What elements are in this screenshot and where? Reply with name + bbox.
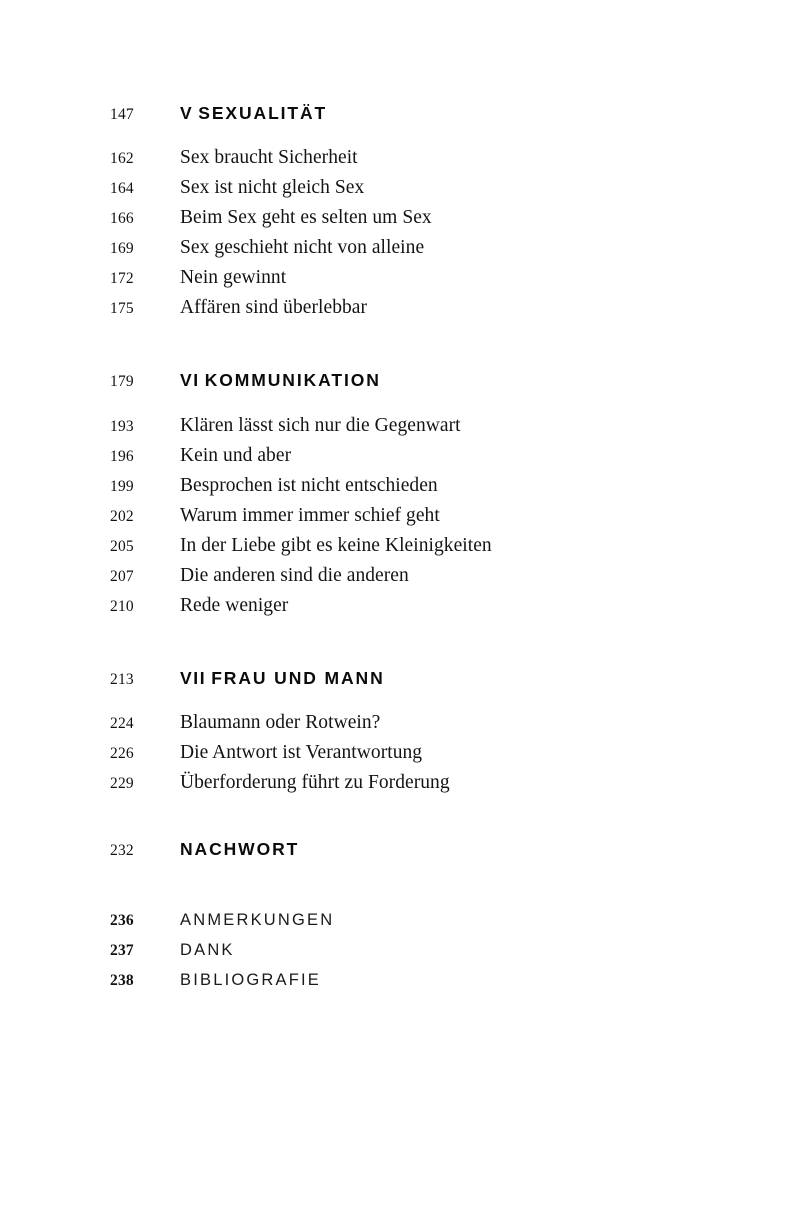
back-matter-list: [110, 905, 670, 995]
afterword-section: [110, 840, 670, 859]
entry-title: Sex ist nicht gleich Sex: [180, 177, 365, 199]
entry-title: Blaumann oder Rotwein?: [180, 711, 381, 733]
section-entries: [110, 143, 670, 323]
list-item[interactable]: [110, 905, 670, 935]
section-heading-row[interactable]: [110, 104, 670, 123]
back-matter-page-number: 236: [110, 912, 134, 929]
list-item[interactable]: [110, 203, 670, 233]
section-roman-numeral: VI: [180, 370, 200, 391]
back-matter-title: ANMERKUNGEN: [180, 911, 335, 929]
entry-page-number: 169: [110, 240, 134, 258]
entry-title: Sex geschieht nicht von alleine: [180, 237, 425, 259]
list-item[interactable]: [110, 738, 670, 768]
table-of-contents: [110, 104, 670, 995]
entry-title: In der Liebe gibt es keine Kleinigkeiten: [180, 534, 492, 556]
toc-section: [110, 104, 670, 323]
entry-page-number: 164: [110, 180, 134, 198]
back-matter-spacer: [110, 859, 670, 905]
list-item[interactable]: [110, 263, 670, 293]
entry-title: Warum immer immer schief geht: [180, 504, 440, 526]
section-heading-label: [180, 669, 670, 688]
section-page-number: 213: [110, 670, 134, 688]
entry-title: Die Antwort ist Verantwortung: [180, 741, 423, 763]
section-heading-label: [180, 371, 670, 390]
section-entries: [110, 411, 670, 621]
entry-page-number: 207: [110, 567, 134, 585]
afterword-heading-row[interactable]: [110, 840, 670, 859]
section-title: FRAU UND MANN: [211, 667, 385, 688]
entry-page-number: 175: [110, 300, 134, 318]
entry-title: Affären sind überlebbar: [180, 297, 368, 319]
entry-title: Rede weniger: [180, 594, 289, 616]
list-item[interactable]: [110, 441, 670, 471]
afterword-spacer: [110, 798, 670, 840]
section-title: KOMMUNIKATION: [204, 370, 381, 391]
entry-page-number: 196: [110, 447, 134, 465]
entry-title: Überforderung führt zu Forderung: [180, 771, 450, 793]
section-heading-label: [180, 104, 670, 123]
entry-title: Besprochen ist nicht entschieden: [180, 474, 438, 496]
section-spacer: [110, 323, 670, 371]
entry-title: Die anderen sind die anderen: [180, 564, 409, 586]
back-matter-page-number: 237: [110, 942, 134, 959]
section-title: SEXUALITÄT: [198, 103, 328, 123]
entry-page-number: 199: [110, 477, 134, 495]
list-item[interactable]: [110, 935, 670, 965]
section-heading-row[interactable]: [110, 669, 670, 688]
list-item[interactable]: [110, 173, 670, 203]
section-page-number: 179: [110, 373, 134, 391]
section-roman-numeral: VII: [180, 667, 207, 688]
back-matter-title: BIBLIOGRAFIE: [180, 971, 322, 989]
entry-page-number: 162: [110, 150, 134, 168]
list-item[interactable]: [110, 233, 670, 263]
list-item[interactable]: [110, 501, 670, 531]
entry-title: Beim Sex geht es selten um Sex: [180, 207, 432, 229]
list-item[interactable]: [110, 708, 670, 738]
section-page-number: 147: [110, 106, 134, 123]
section-heading-row[interactable]: [110, 371, 670, 390]
entry-title: Sex braucht Sicherheit: [180, 147, 358, 169]
list-item[interactable]: [110, 591, 670, 621]
afterword-page-number: 232: [110, 841, 134, 859]
list-item[interactable]: [110, 965, 670, 995]
afterword-heading-label: [180, 840, 670, 859]
entry-page-number: 172: [110, 270, 134, 288]
list-item[interactable]: [110, 411, 670, 441]
entry-title: Klären lässt sich nur die Gegenwart: [180, 414, 461, 436]
entry-title: Kein und aber: [180, 444, 292, 466]
section-spacer: [110, 621, 670, 669]
toc-section: [110, 371, 670, 620]
list-item[interactable]: [110, 531, 670, 561]
back-matter-page-number: 238: [110, 972, 134, 989]
list-item[interactable]: [110, 561, 670, 591]
back-matter-title: DANK: [180, 941, 235, 959]
list-item[interactable]: [110, 293, 670, 323]
list-item[interactable]: [110, 471, 670, 501]
list-item[interactable]: [110, 143, 670, 173]
entry-title: Nein gewinnt: [180, 267, 287, 289]
section-entries: [110, 708, 670, 798]
section-roman-numeral: V: [180, 103, 194, 123]
entry-page-number: 210: [110, 597, 134, 615]
entry-page-number: 193: [110, 417, 134, 435]
entry-page-number: 226: [110, 744, 134, 762]
toc-section: [110, 669, 670, 798]
entry-page-number: 202: [110, 507, 134, 525]
entry-page-number: 224: [110, 714, 134, 732]
entry-page-number: 229: [110, 774, 134, 792]
entry-page-number: 166: [110, 210, 134, 228]
afterword-title: NACHWORT: [180, 838, 300, 859]
list-item[interactable]: [110, 768, 670, 798]
entry-page-number: 205: [110, 537, 134, 555]
